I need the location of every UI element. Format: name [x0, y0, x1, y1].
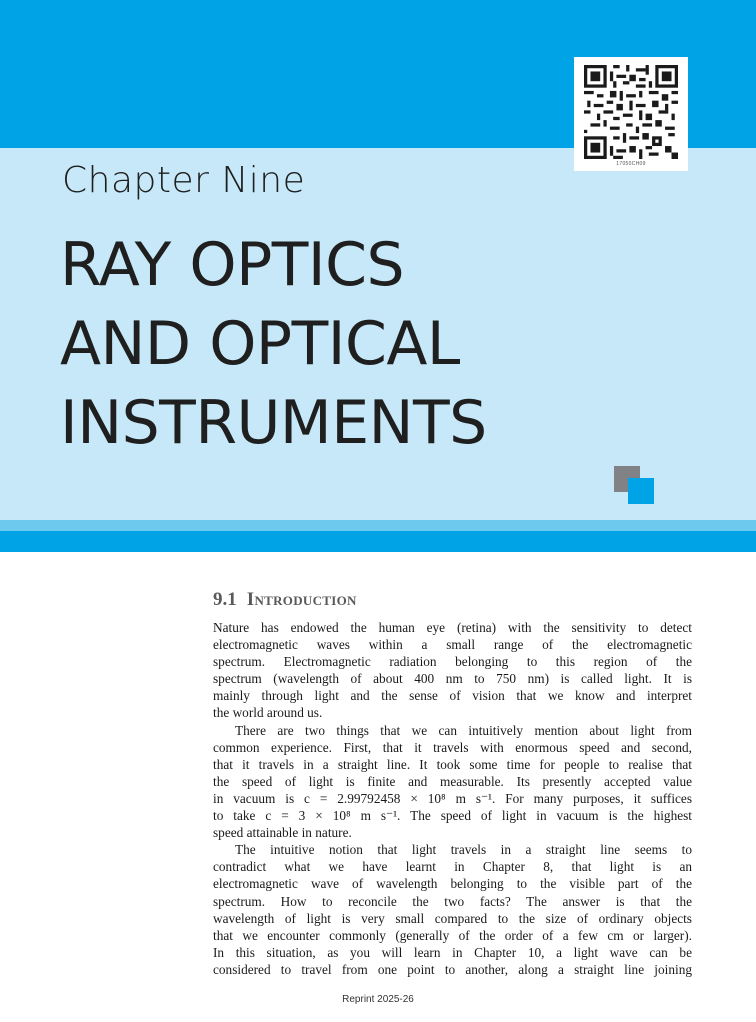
text-line: spectrum. Electromagnetic radiation belonging to this region of the	[213, 654, 692, 670]
qr-code[interactable]	[574, 57, 688, 171]
chapter-title-line: INSTRUMENTS	[60, 388, 487, 458]
header-stripe-light	[0, 520, 756, 531]
qr-code-label: 17050CH09	[616, 161, 646, 167]
text-line: that it travels in a straight line. It took some time for people to realise that	[213, 756, 692, 772]
body-text	[213, 619, 692, 978]
text-line: in vacuum is c = 2.99792458 × 10⁸ m s⁻¹. For many purposes, it suffices	[213, 790, 692, 806]
text-line: wavelength of light is very small compared to the size of ordinary objects	[213, 910, 692, 926]
text-line: common experience. First, that it travels with enormous speed and second,	[213, 739, 692, 755]
text-line: considered to travel from one point to another, along a straight line joining	[213, 961, 692, 977]
qr-code-icon	[584, 65, 678, 159]
section-number: 9.1	[213, 589, 237, 610]
text-line: In this situation, as you will learn in Chapter 10, a light wave can be	[213, 944, 692, 960]
text-line: There are two things that we can intuitively mention about light from	[235, 722, 692, 738]
decorative-blue-square	[628, 478, 654, 504]
text-line: the world around us.	[213, 705, 323, 721]
chapter-title-line: AND OPTICAL	[60, 309, 460, 379]
chapter-title-line: RAY OPTICS	[60, 230, 405, 300]
text-line: electromagnetic wave of wavelength belonging to the visible part of the	[213, 876, 692, 892]
text-line: Nature has endowed the human eye (retina) with the sensitivity to detect	[213, 620, 692, 635]
section-heading	[213, 589, 357, 611]
reprint-footer: Reprint 2025-26	[342, 994, 414, 1005]
text-line: the speed of light is finite and measurable. Its presently accepted value	[213, 773, 692, 789]
text-line: that we encounter commonly (generally of the order of a few cm or larger).	[213, 927, 692, 943]
text-line: mainly through light and the sense of vision that we know and interpret	[213, 688, 692, 704]
header-stripe-dark	[0, 531, 756, 552]
chapter-title	[60, 226, 487, 463]
chapter-label: Chapter Nine	[62, 160, 306, 201]
text-line: spectrum (wavelength of about 400 nm to 750 nm) is called light. It is	[213, 671, 692, 687]
text-line: speed attainable in nature.	[213, 825, 352, 841]
paragraph	[213, 722, 692, 842]
paragraph	[213, 841, 692, 978]
text-line: The intuitive notion that light travels in a straight line seems to	[235, 842, 692, 858]
text-line: to take c = 3 × 10⁸ m s⁻¹. The speed of light in vacuum is the highest	[213, 808, 692, 824]
text-line: spectrum. How to reconcile the two facts? The answer is that the	[213, 893, 692, 909]
paragraph	[213, 619, 692, 722]
text-line: contradict what we have learnt in Chapter 8, that light is an	[213, 859, 692, 875]
text-line: electromagnetic waves within a small range of the electromagnetic	[213, 637, 692, 653]
section-title: Introduction	[246, 589, 357, 610]
